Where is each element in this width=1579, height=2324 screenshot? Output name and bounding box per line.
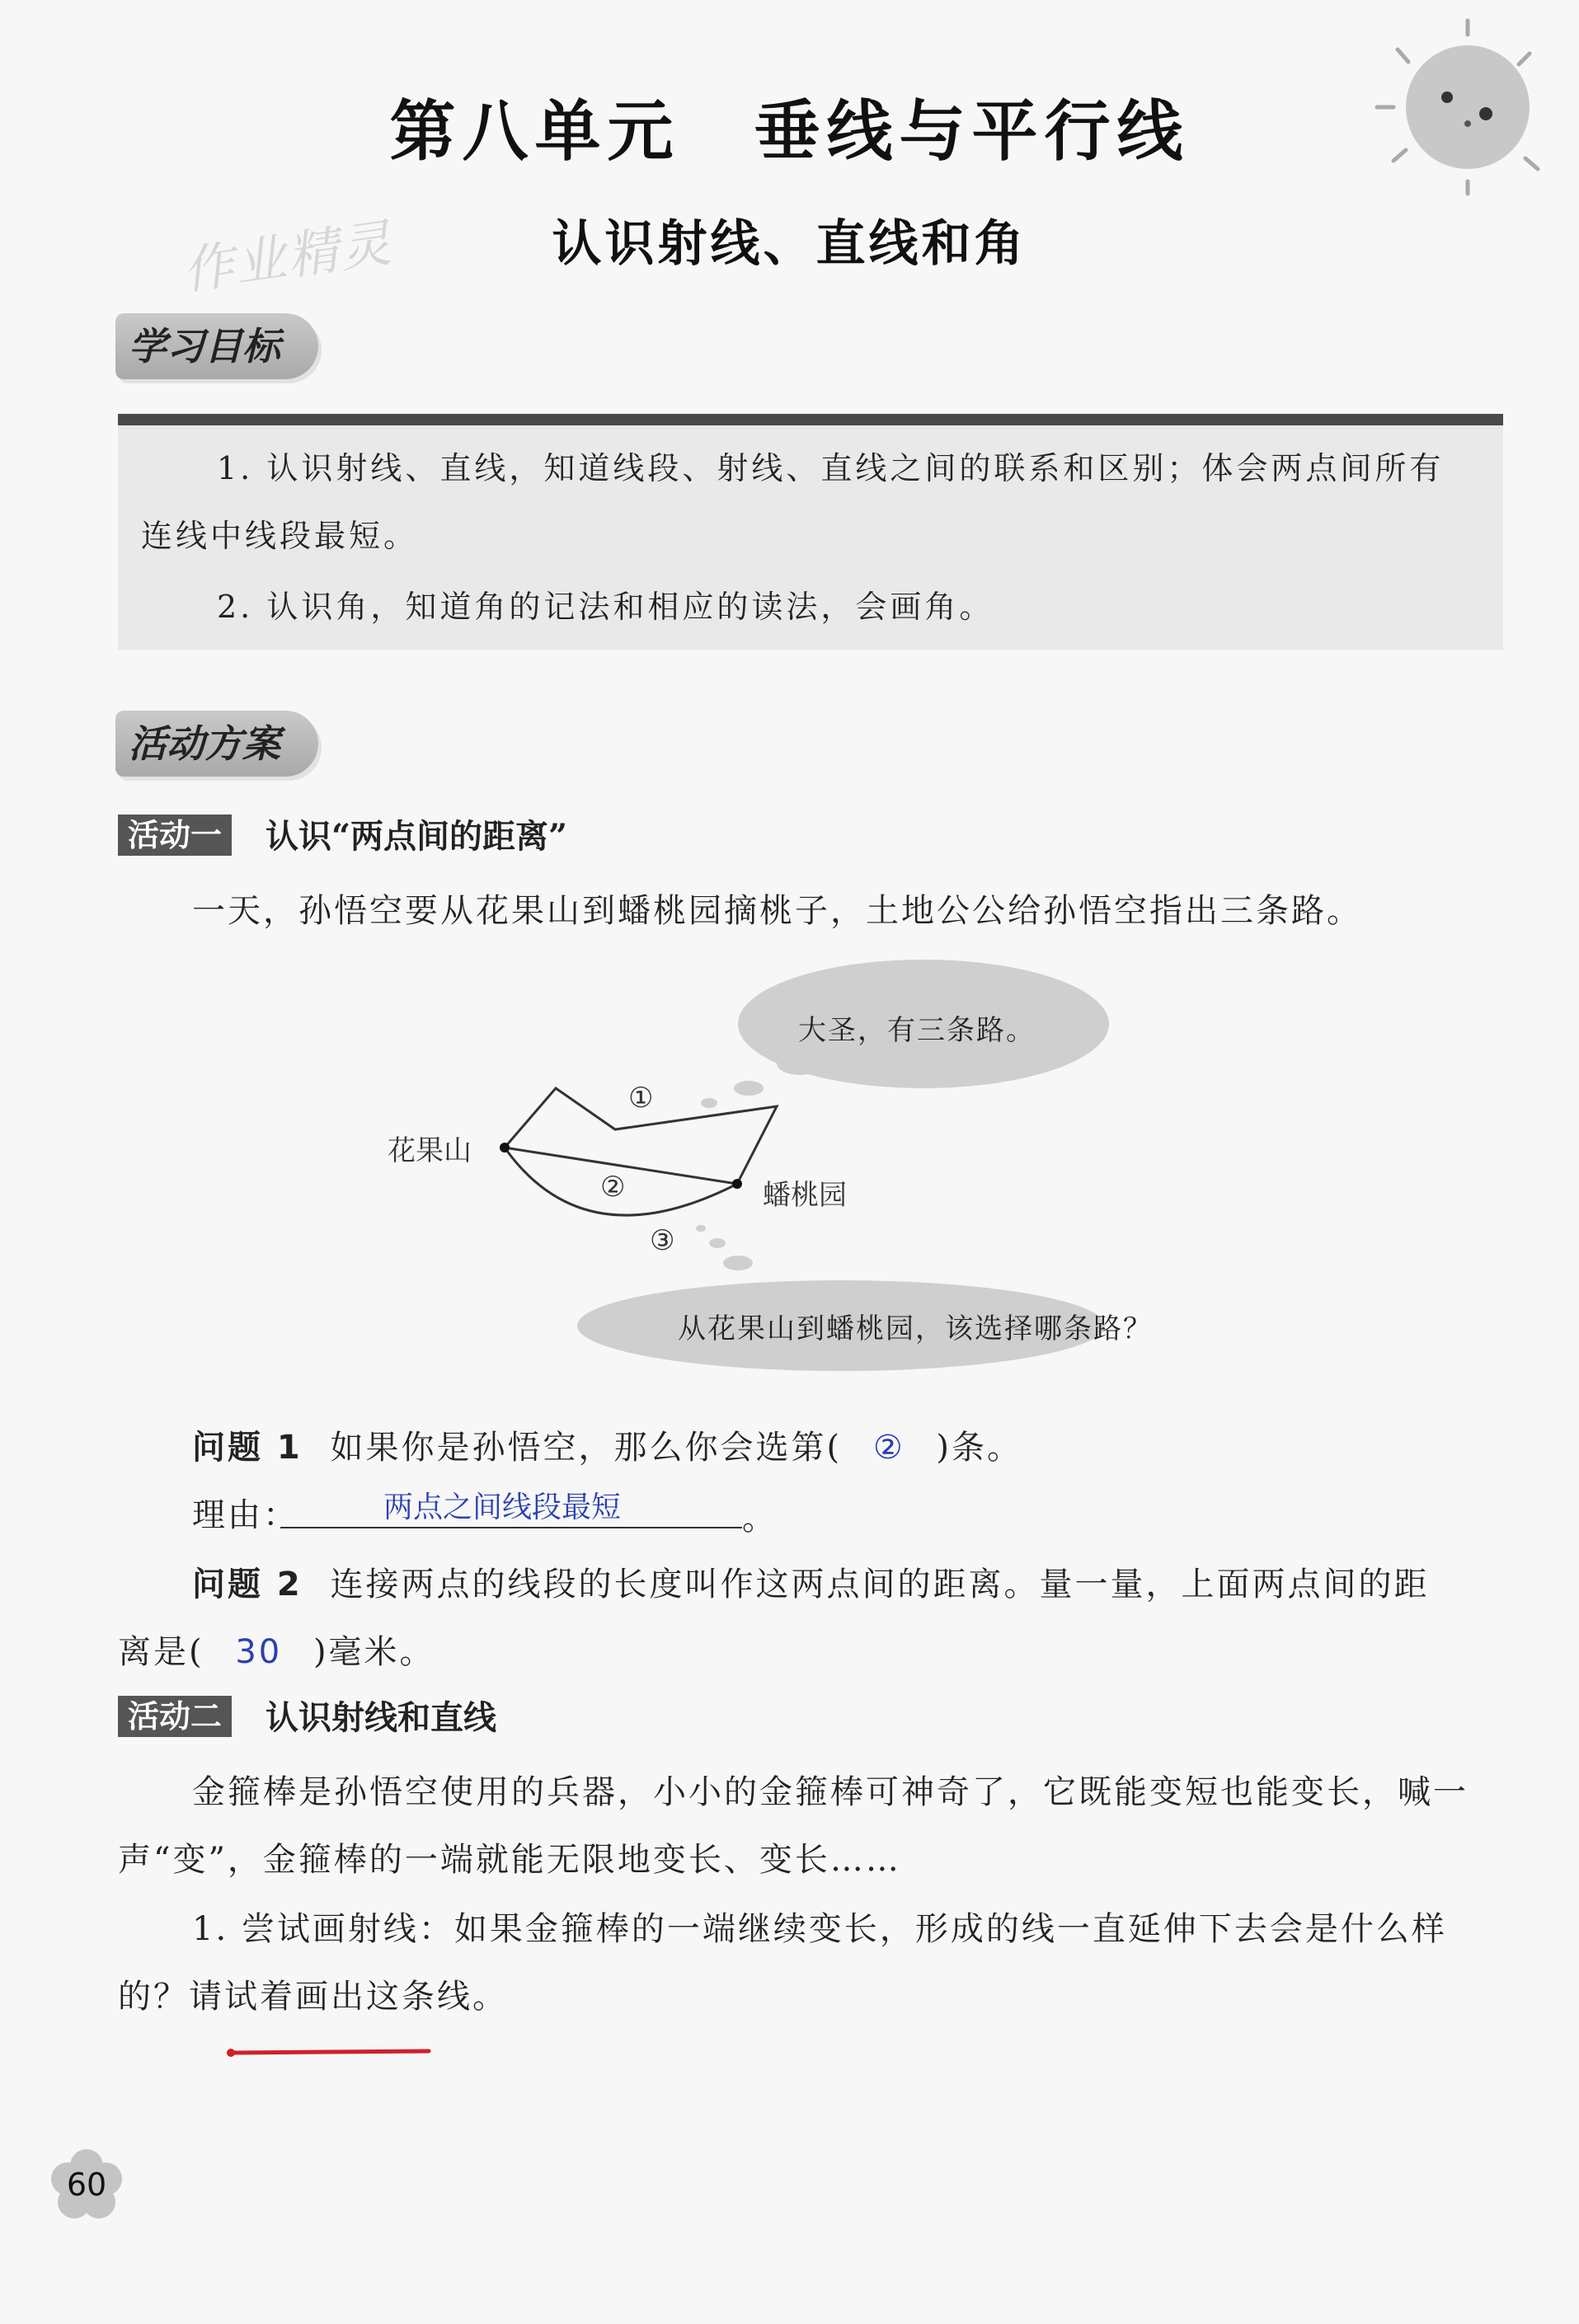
goal-item-1-line1: 1. 认识射线、直线，知道线段、射线、直线之间的联系和区别；体会两点间所有	[217, 450, 1445, 486]
question2-line1	[192, 1558, 1429, 1605]
activity2-task-line1: 1. 尝试画射线：如果金箍棒的一端继续变长，形成的线一直延伸下去会是什么样	[192, 1910, 1447, 1948]
question1-text-before: 如果你是孙悟空，那么你会选第(	[330, 1429, 843, 1467]
reason-answer-line[interactable]	[280, 1527, 742, 1528]
unit-title	[0, 78, 1579, 173]
activities-heading: 活动方案	[115, 711, 318, 777]
question2-line2	[118, 1626, 435, 1673]
lesson-title: 认识射线、直线和角	[552, 215, 1027, 273]
question1	[192, 1421, 1022, 1468]
goals-top-bar	[118, 414, 1503, 425]
question2-text-after: )毫米。	[313, 1633, 435, 1671]
question1-answer[interactable]: ②	[872, 1429, 905, 1467]
route-1-label: ①	[628, 1082, 654, 1115]
question1-text-after: )条。	[936, 1429, 1022, 1467]
end-point	[732, 1179, 742, 1189]
cloud-bottom-text: 从花果山到蟠桃园，该选择哪条路？	[678, 1312, 1153, 1345]
route-2-label: ②	[600, 1171, 626, 1204]
activity2-title: 认识射线和直线	[266, 1698, 496, 1737]
page-number: 60	[66, 2167, 107, 2203]
cloud-top-text: 大圣，有三条路。	[798, 1014, 1036, 1047]
activity1-tag: 活动一	[118, 815, 232, 856]
activity2-para-line1: 金箍棒是孙悟空使用的兵器，小小的金箍棒可神奇了，它既能变短也能变长，喊一	[192, 1773, 1469, 1811]
goals-box	[118, 425, 1503, 650]
activity2-para-line2: 声“变”，金箍棒的一端就能无限地变长、变长……	[118, 1841, 901, 1879]
start-point	[500, 1143, 510, 1153]
activity2-task-line2: 的？请试着画出这条线。	[118, 1978, 508, 2016]
label-pantaoyuan: 蟠桃园	[763, 1179, 847, 1212]
unit-number: 第八单元	[389, 93, 680, 170]
activity2-tag: 活动二	[118, 1696, 232, 1737]
activity1-title: 认识“两点间的距离”	[266, 817, 568, 856]
goal-item-2: 2. 认识角，知道角的记法和相应的读法，会画角。	[217, 589, 994, 625]
question1-label: 问题 1	[192, 1429, 303, 1467]
question2-answer[interactable]: 30	[235, 1633, 283, 1671]
goals-heading: 学习目标	[115, 313, 318, 379]
question2-text: 连接两点的线段的长度叫作这两点间的距离。量一量，上面两点间的距	[330, 1566, 1430, 1603]
unit-name: 垂线与平行线	[754, 93, 1190, 170]
route-3-label: ③	[650, 1224, 675, 1257]
reason-period: 。	[742, 1500, 778, 1538]
activity1-intro: 一天，孙悟空要从花果山到蟠桃园摘桃子，土地公公给孙悟空指出三条路。	[192, 892, 1362, 930]
question2-label: 问题 2	[192, 1566, 303, 1603]
goal-item-1-line2: 连线中线段最短。	[141, 518, 419, 554]
watermark: 作业精灵	[178, 212, 397, 302]
label-huaguoshan: 花果山	[388, 1134, 472, 1167]
drawn-ray[interactable]	[223, 2040, 437, 2065]
reason-label: 理由：	[192, 1496, 298, 1534]
reason-answer: 两点之间线段最短	[383, 1491, 622, 1524]
question2-text-before: 离是(	[118, 1633, 204, 1671]
